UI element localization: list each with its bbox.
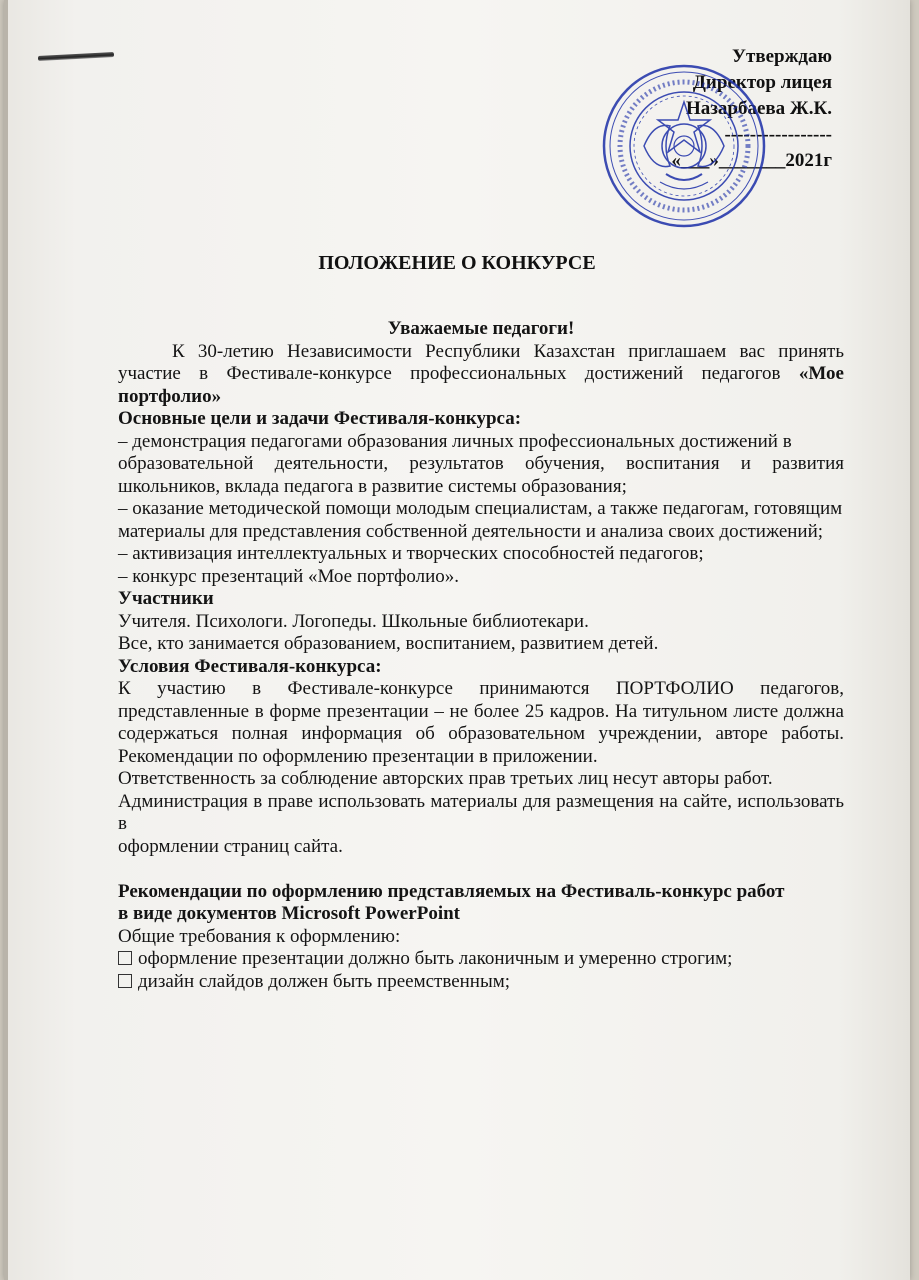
approval-line-4: ----------------- xyxy=(724,124,832,145)
intro-text: К 30-летию Независимости Республики Казахстан приглашаем вас принять участие в Фестивале-конкурсе профессиональных достижений педагогов xyxy=(118,340,844,384)
goal-line-3: – оказание методической помощи молодым специалистам, а также педагогам, готовящим xyxy=(118,498,843,519)
goals-heading: Основные цели и задачи Фестиваля-конкурса: xyxy=(118,408,522,429)
spacer xyxy=(118,858,844,881)
requirements-intro: Общие требования к оформлению: xyxy=(118,925,401,947)
requirement-item-2 xyxy=(118,971,844,994)
square-bullet-icon xyxy=(118,951,132,965)
goal-line-6: – конкурс презентаций «Мое портфолио». xyxy=(118,565,460,587)
document-body xyxy=(118,318,844,993)
participants-line-2: Все, кто занимается образованием, воспитанием, развитием детей. xyxy=(118,633,659,654)
approval-line-1: Утверждаю xyxy=(732,46,832,67)
approval-line-2: Директор лицея xyxy=(692,72,832,93)
page-title: ПОЛОЖЕНИЕ О КОНКУРСЕ xyxy=(318,252,596,274)
page-edge xyxy=(4,0,8,1280)
goal-line-1: – демонстрация педагогами образования личных профессиональных достижений в xyxy=(118,430,792,452)
staple-mark xyxy=(38,52,114,61)
greeting-heading: Уважаемые педагоги! xyxy=(387,318,575,339)
recommendations-heading-1: Рекомендации по оформлению представляемых на Фестиваль-конкурс работ xyxy=(118,880,785,902)
goal-line-2: образовательной деятельности, результатов обучения, воспитания и развития школьников, вклада педагога в развитие системы образования; xyxy=(118,453,844,497)
square-bullet-icon xyxy=(118,974,132,988)
conditions-paragraph-1: К участию в Фестивале-конкурсе принимаются ПОРТФОЛИО педагогов, представленные в форме презентации – не более 25 кадров. На титульном листе должна содержаться полная информация об образовательном учреждении, авторе работы. Рекомендации по оформлению презентации в приложении. xyxy=(118,678,844,767)
conditions-heading: Условия Фестиваля-конкурса: xyxy=(118,655,382,677)
school-seal-icon xyxy=(600,62,768,230)
approval-date-line: «___»_______2021г xyxy=(671,150,832,171)
goal-line-5: – активизация интеллектуальных и творческих способностей педагогов; xyxy=(118,543,704,564)
approval-line-3: Назарбаева Ж.К. xyxy=(686,98,832,119)
requirement-text-2: дизайн слайдов должен быть преемственным; xyxy=(138,970,511,992)
participants-line-1: Учителя. Психологи. Логопеды. Школьные библиотекари. xyxy=(118,610,589,632)
document-page xyxy=(4,0,910,1280)
conditions-paragraph-2: Ответственность за соблюдение авторских прав третьих лиц несут авторы работ. xyxy=(118,768,773,789)
intro-title-bold: «Мое портфолио» xyxy=(118,363,844,407)
intro-paragraph xyxy=(118,341,844,409)
conditions-paragraph-3: Администрация в праве использовать материалы для размещения на сайте, использовать в xyxy=(118,790,844,834)
goal-line-4: материалы для представления собственной деятельности и анализа своих достижений; xyxy=(118,520,824,542)
requirement-item-1 xyxy=(118,948,844,971)
requirement-text-1: оформление презентации должно быть лаконичным и умеренно строгим; xyxy=(138,948,733,969)
conditions-paragraph-4: оформлении страниц сайта. xyxy=(118,835,343,857)
recommendations-heading-2: в виде документов Microsoft PowerPoint xyxy=(118,903,460,924)
participants-heading: Участники xyxy=(118,588,214,609)
